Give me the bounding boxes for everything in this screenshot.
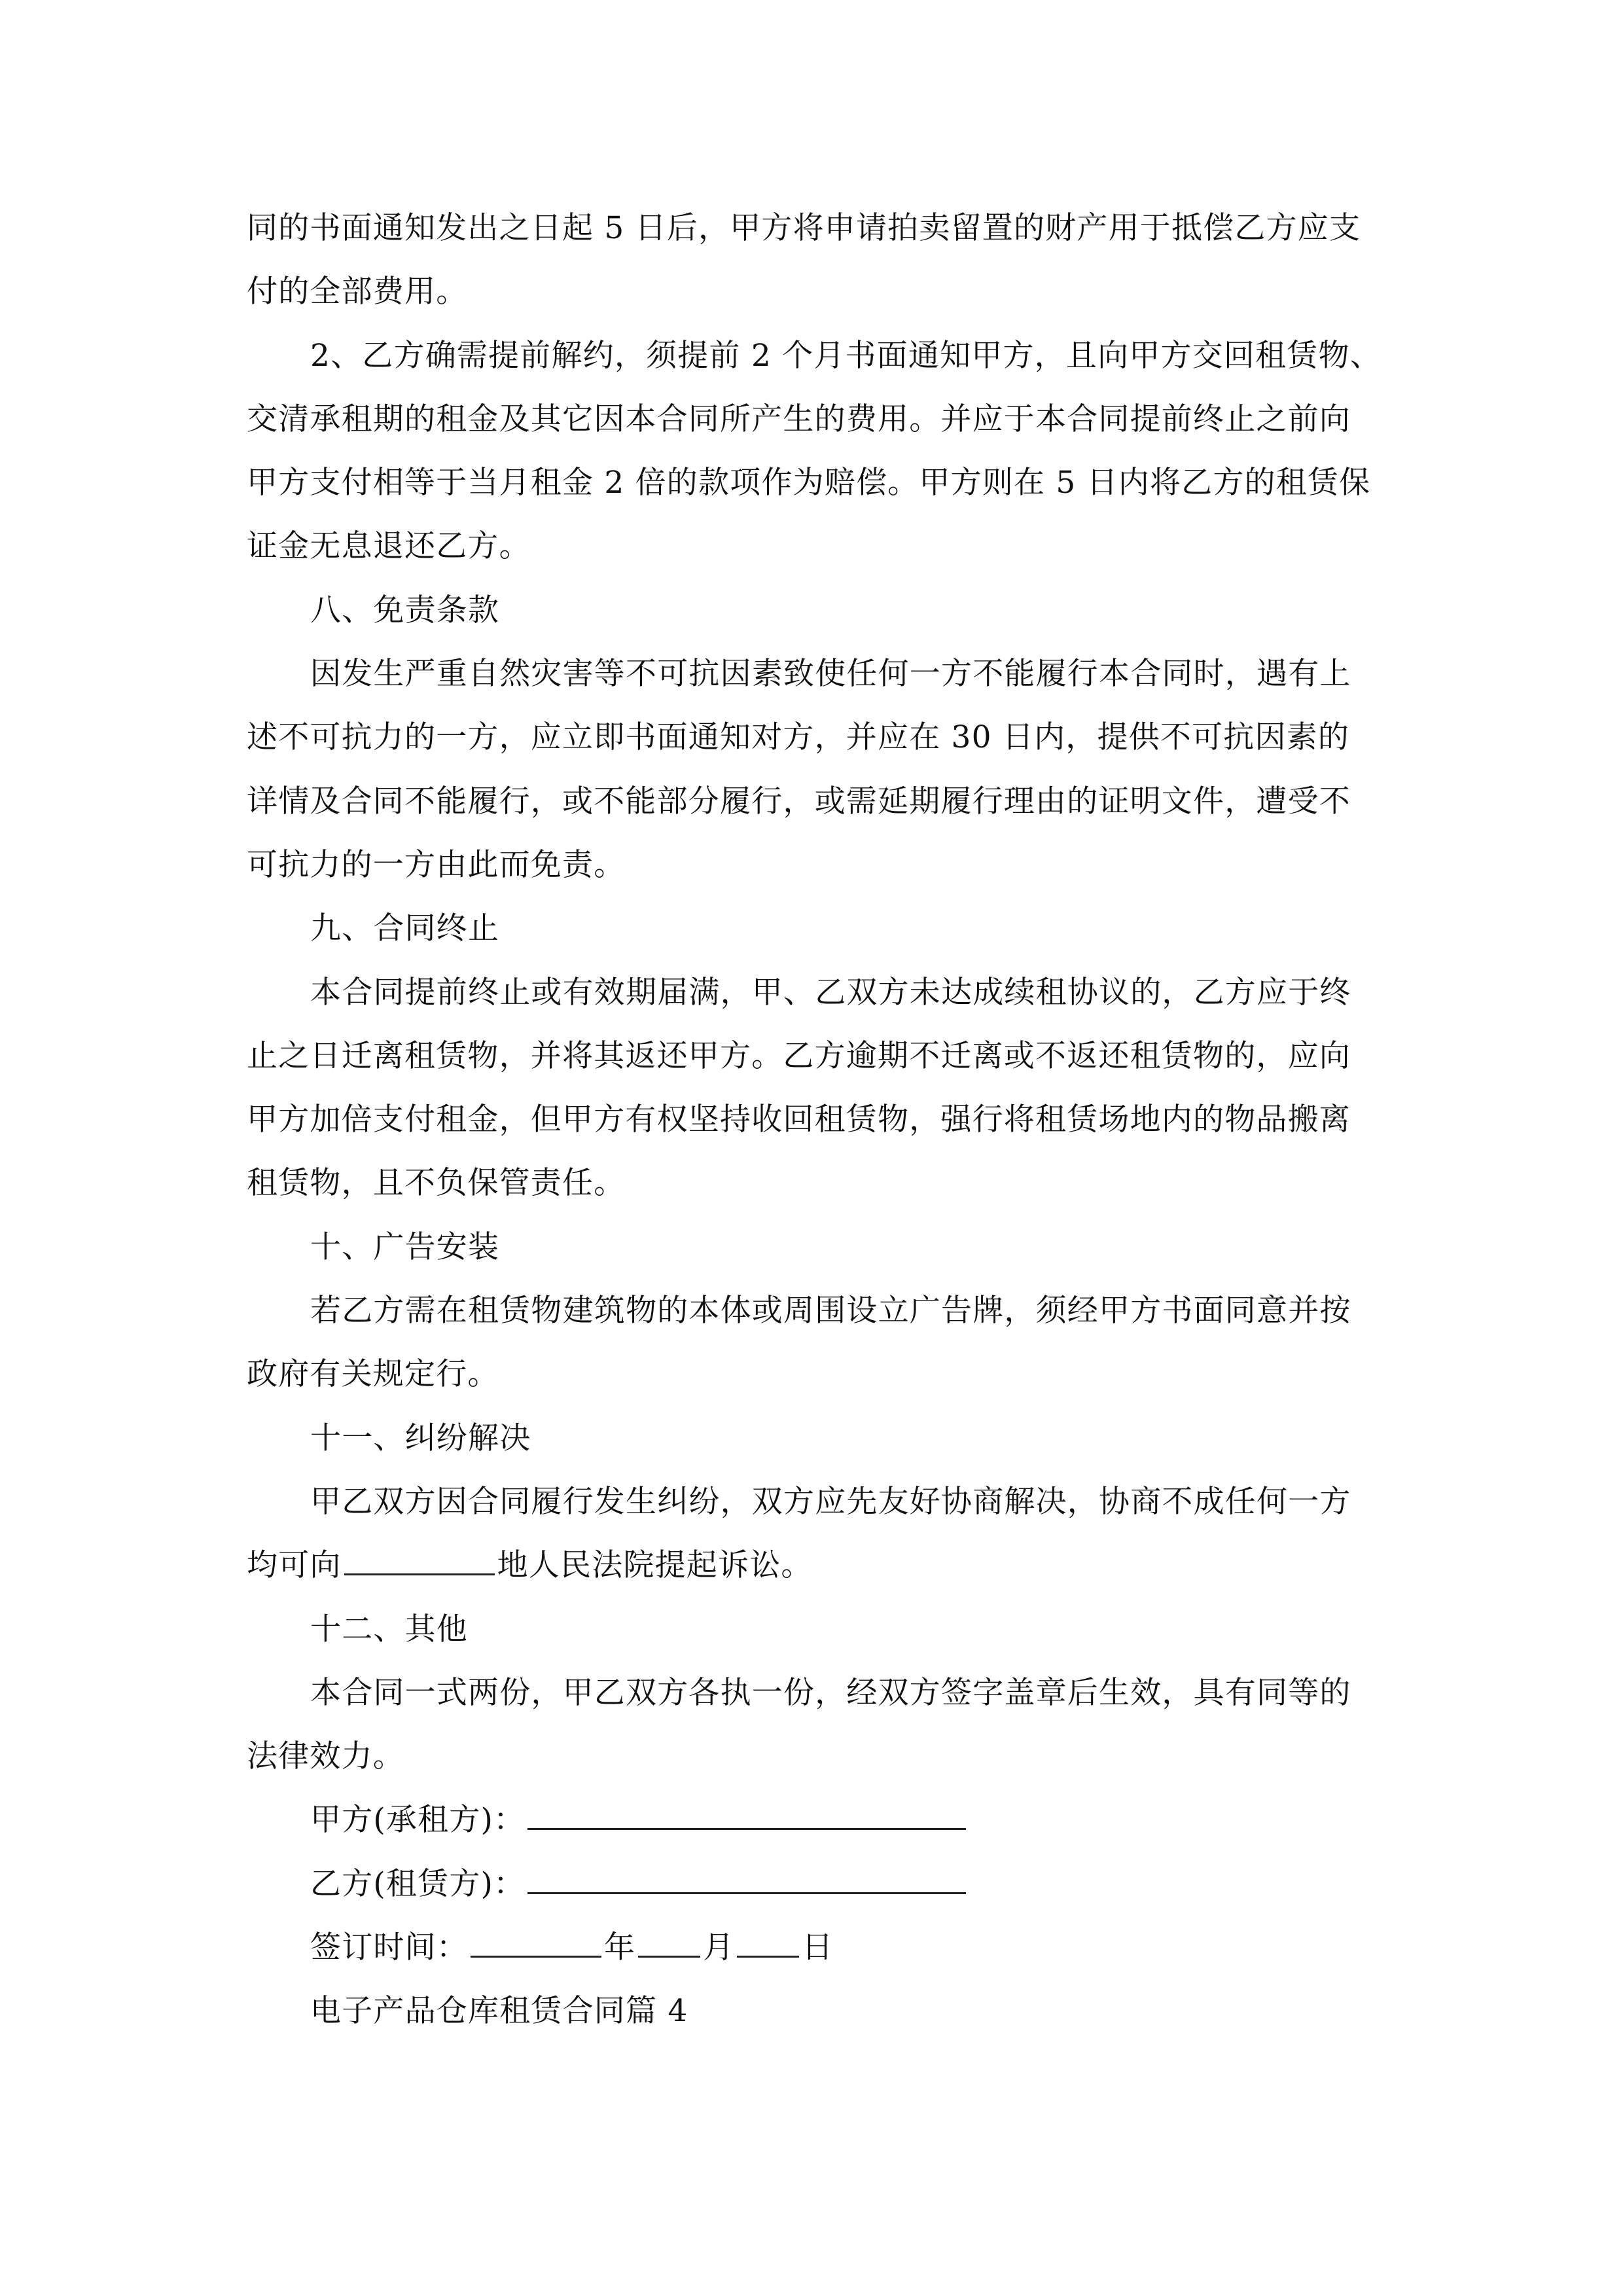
text-line: 证金无息退还乙方。: [247, 528, 531, 565]
paragraph-block: [247, 196, 1382, 1534]
text-line: 十一、纠纷解决: [310, 1420, 531, 1456]
sign-date-line: [247, 1916, 1372, 1979]
party-a-label: 甲方(承租方)：: [310, 1802, 526, 1839]
court-clause-line: [247, 1534, 1372, 1597]
text-line: 若乙方需在租赁物建筑物的本体或周围设立广告牌，须经甲方书面同意并按: [310, 1293, 1351, 1329]
text-line: 同的书面通知发出之日起 5 日后，甲方将申请拍卖留置的财产用于抵偿乙方应支: [247, 210, 1361, 246]
court-clause-suffix: 地人民法院提起诉讼。: [497, 1547, 813, 1584]
court-clause-prefix: 均可向: [247, 1547, 342, 1584]
text-line: 2、乙方确需提前解约，须提前 2 个月书面通知甲方，且向甲方交回租赁物、: [310, 337, 1382, 374]
text-line: 本合同一式两份，甲乙双方各执一份，经双方签字盖章后生效，具有同等的: [310, 1674, 1351, 1711]
text-line: 甲乙双方因合同履行发生纠纷，双方应先友好协商解决，协商不成任何一方: [310, 1483, 1351, 1520]
text-line: 本合同提前终止或有效期届满，甲、乙双方未达成续租协议的，乙方应于终: [310, 974, 1351, 1011]
text-line: 法律效力。: [247, 1738, 404, 1775]
party-b-signature-blank: [527, 1865, 966, 1894]
party-b-signature-line: [247, 1852, 1372, 1916]
month-label: 月: [703, 1929, 735, 1966]
text-line: 十、广告安装: [310, 1229, 500, 1265]
court-name-blank: [344, 1546, 495, 1575]
text-line: 租赁物，且不负保管责任。: [247, 1165, 626, 1202]
text-line: 付的全部费用。: [247, 274, 468, 310]
text-line: 八、免责条款: [310, 592, 500, 628]
month-blank: [638, 1928, 700, 1958]
text-line: 政府有关规定行。: [247, 1356, 499, 1393]
text-line: 交清承租期的租金及其它因本合同所产生的费用。并应于本合同提前终止之前向: [247, 401, 1351, 437]
paragraph-block-after: [247, 1598, 1372, 1789]
day-label: 日: [802, 1929, 834, 1966]
party-a-signature-line: [247, 1788, 1372, 1852]
text-line: 可抗力的一方由此而免责。: [247, 846, 626, 883]
text-line: 止之日迁离租赁物，并将其返还甲方。乙方逾期不迁离或不返还租赁物的，应向: [247, 1037, 1351, 1074]
document-body: [247, 196, 1382, 2043]
next-section-heading: 电子产品仓库租赁合同篇 4: [310, 1993, 688, 2030]
party-a-signature-blank: [527, 1801, 966, 1830]
sign-date-label: 签订时间：: [310, 1929, 468, 1966]
party-b-label: 乙方(租赁方)：: [310, 1865, 526, 1902]
year-label: 年: [604, 1929, 636, 1966]
text-line: 甲方加倍支付租金，但甲方有权坚持收回租赁物，强行将租赁场地内的物品搬离: [247, 1102, 1351, 1138]
day-blank: [737, 1928, 799, 1958]
text-line: 因发生严重自然灾害等不可抗因素致使任何一方不能履行本合同时，遇有上: [310, 656, 1351, 692]
text-line: 九、合同终止: [310, 910, 500, 947]
text-line: 甲方支付相等于当月租金 2 倍的款项作为赔偿。甲方则在 5 日内将乙方的租赁保: [247, 465, 1371, 501]
text-line: 详情及合同不能履行，或不能部分履行，或需延期履行理由的证明文件，遭受不: [247, 783, 1351, 819]
text-line: 十二、其他: [310, 1611, 468, 1647]
text-line: 述不可抗力的一方，应立即书面通知对方，并应在 30 日内，提供不可抗因素的: [247, 719, 1350, 756]
year-blank: [471, 1928, 601, 1958]
